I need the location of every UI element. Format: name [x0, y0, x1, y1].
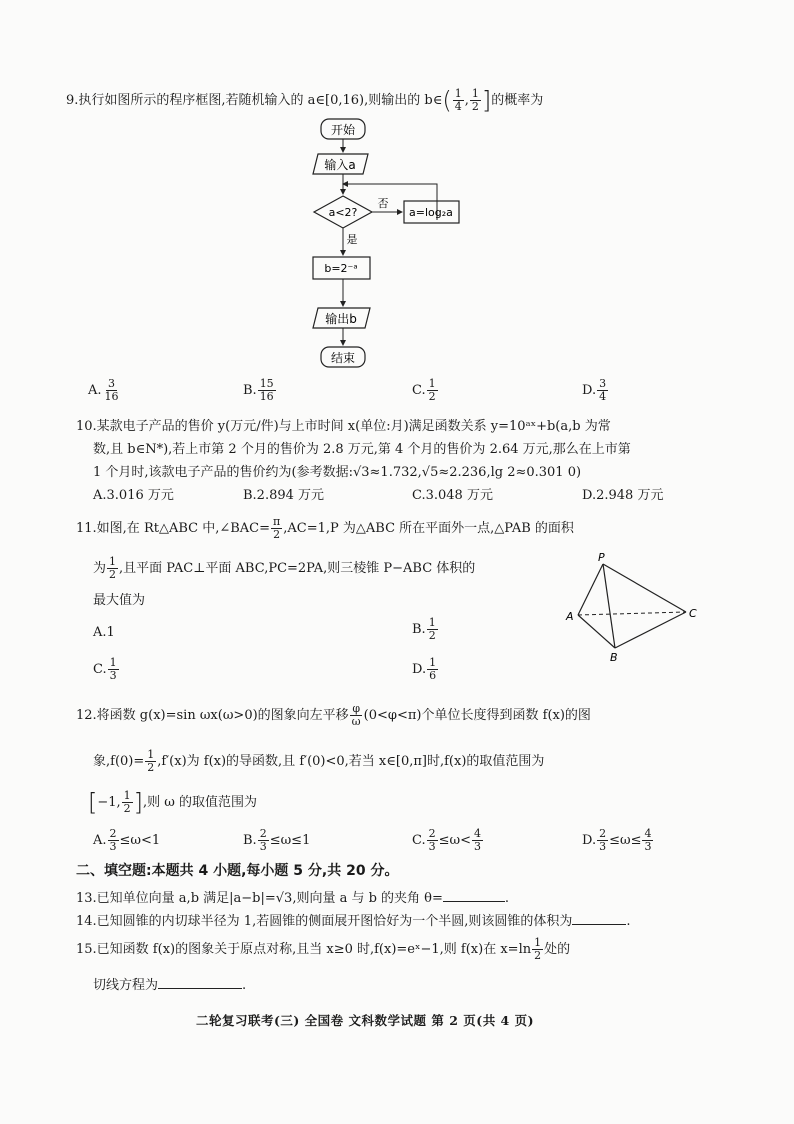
flow-yes-label: 是 [346, 233, 358, 246]
q9-option-d[interactable]: D. $\frac{3}{4}$ [582, 377, 607, 403]
flow-assign-label: b=2⁻ᵃ [324, 262, 358, 275]
section-heading: 二、填空题:本题共 4 小题,每小题 5 分,共 20 分。 [76, 863, 399, 879]
flow-start-label: 开始 [330, 123, 356, 137]
flow-no-label: 否 [377, 197, 389, 210]
q11-line3: 最大值为 [93, 593, 146, 608]
q15-line2: 切线方程为 . [93, 978, 247, 993]
q10-option-c[interactable]: C.3.048 万元 [412, 488, 493, 503]
q11-option-b[interactable]: B. $\frac{1}{2}$ [412, 616, 436, 642]
q12-option-d[interactable]: D. $\frac{2}{3}$ ≤ω≤ $\frac{4}{3}$ [582, 827, 652, 853]
q10-option-d[interactable]: D.2.948 万元 [582, 488, 664, 503]
q13-answer-blank[interactable] [443, 889, 505, 902]
flow-end-label: 结束 [330, 351, 356, 365]
flow-process-label: a=log₂a [409, 206, 453, 219]
flow-condition-label: a<2? [328, 206, 358, 219]
q12-option-b[interactable]: B. $\frac{2}{3}$ ≤ω≤1 [243, 827, 311, 853]
q11-label-b: B [610, 651, 618, 664]
q12-line3: [−1, $\frac{1}{2}$ ],则 ω 的取值范围为 [88, 788, 258, 817]
q11-label-p: P [598, 551, 605, 564]
q10-option-a[interactable]: A.3.016 万元 [93, 488, 174, 503]
q12-line1: 12.将函数 g(x)=sin ωx(ω>0)的图象向左平移 $\frac{\varphi}{\omega}$ (0<φ<π)个单位长度得到函数 f(x)的图 [76, 702, 591, 728]
q9-text: 9.执行如图所示的程序框图,若随机输入的 a∈[0,16),则输出的 b∈ [66, 93, 443, 108]
q12-option-c[interactable]: C. $\frac{2}{3}$ ≤ω< $\frac{4}{3}$ [412, 827, 482, 853]
q11-option-a[interactable]: A.1 [93, 625, 115, 640]
q9-option-c[interactable]: C. $\frac{1}{2}$ [412, 377, 436, 403]
q10-line1: 10.某款电子产品的售价 y(万元/件)与上市时间 x(单位:月)满足函数关系 y=10ᵃˣ+b(a,b 为常 [76, 419, 611, 434]
q11-option-d[interactable]: D. $\frac{1}{6}$ [412, 656, 437, 682]
q11-label-c: C [689, 607, 697, 620]
q9-frac2: $\frac{1}{2}$ [471, 87, 479, 113]
q15-line1: 15.已知函数 f(x)的图象关于原点对称,且当 x≥0 时,f(x)=eˣ−1,则 f(x)在 x=ln $\frac{1}{2}$ 处的 [76, 936, 571, 962]
q14: 14.已知圆锥的内切球半径为 1,若圆锥的侧面展开图恰好为一个半圆,则该圆锥的体积为 . [76, 914, 631, 929]
page-footer: 二轮复习联考(三) 全国卷 文科数学试题 第 2 页(共 4 页) [196, 1013, 535, 1028]
q9-stem: 9.执行如图所示的程序框图,若随机输入的 a∈[0,16),则输出的 b∈( $\frac{1}{4}$ , $\frac{1}{2}$ ]的概率为 [66, 86, 544, 115]
q14-answer-blank[interactable] [572, 912, 626, 925]
q9-suffix: 的概率为 [491, 93, 544, 108]
q11-label-a: A [566, 610, 574, 623]
q12-option-a[interactable]: A. $\frac{2}{3}$ ≤ω<1 [93, 827, 161, 853]
q13: 13.已知单位向量 a,b 满足|a−b|=√3,则向量 a 与 b 的夹角 θ= . [76, 891, 510, 906]
q15-answer-blank[interactable] [158, 976, 242, 989]
q11-option-c[interactable]: C. $\frac{1}{3}$ [93, 656, 117, 682]
flow-output-label: 输出b [325, 312, 357, 326]
q11-line1: 11.如图,在 Rt△ABC 中,∠BAC= $\frac{\pi}{2}$ ,AC=1,P 为△ABC 所在平面外一点,△PAB 的面积 [76, 515, 574, 541]
q10-line2: 数,且 b∈N*),若上市第 2 个月的售价为 2.8 万元,第 4 个月的售价为 2.64 万元,那么在上市第 [93, 442, 631, 457]
q11-pyramid-figure [560, 548, 710, 666]
q9-flowchart [300, 115, 460, 375]
q12-line2: 象,f(0)= $\frac{1}{2}$ ,f′(x)为 f(x)的导函数,且 f′(0)<0,若当 x∈[0,π]时,f(x)的取值范围为 [93, 748, 545, 774]
q9-option-b[interactable]: B. $\frac{15}{16}$ [243, 377, 274, 403]
q9-option-a[interactable]: A. $\frac{3}{16}$ [88, 377, 119, 403]
q9-frac1: $\frac{1}{4}$ [454, 87, 462, 113]
flow-input-label: 输入a [324, 158, 356, 172]
q10-line3: 1 个月时,该款电子产品的售价约为(参考数据:√3≈1.732,√5≈2.236,lg 2≈0.301 0) [93, 465, 582, 480]
q11-line2: 为 $\frac{1}{2}$ ,且平面 PAC⊥平面 ABC,PC=2PA,则三棱锥 P−ABC 体积的 [93, 555, 476, 581]
q10-option-b[interactable]: B.2.894 万元 [243, 488, 325, 503]
